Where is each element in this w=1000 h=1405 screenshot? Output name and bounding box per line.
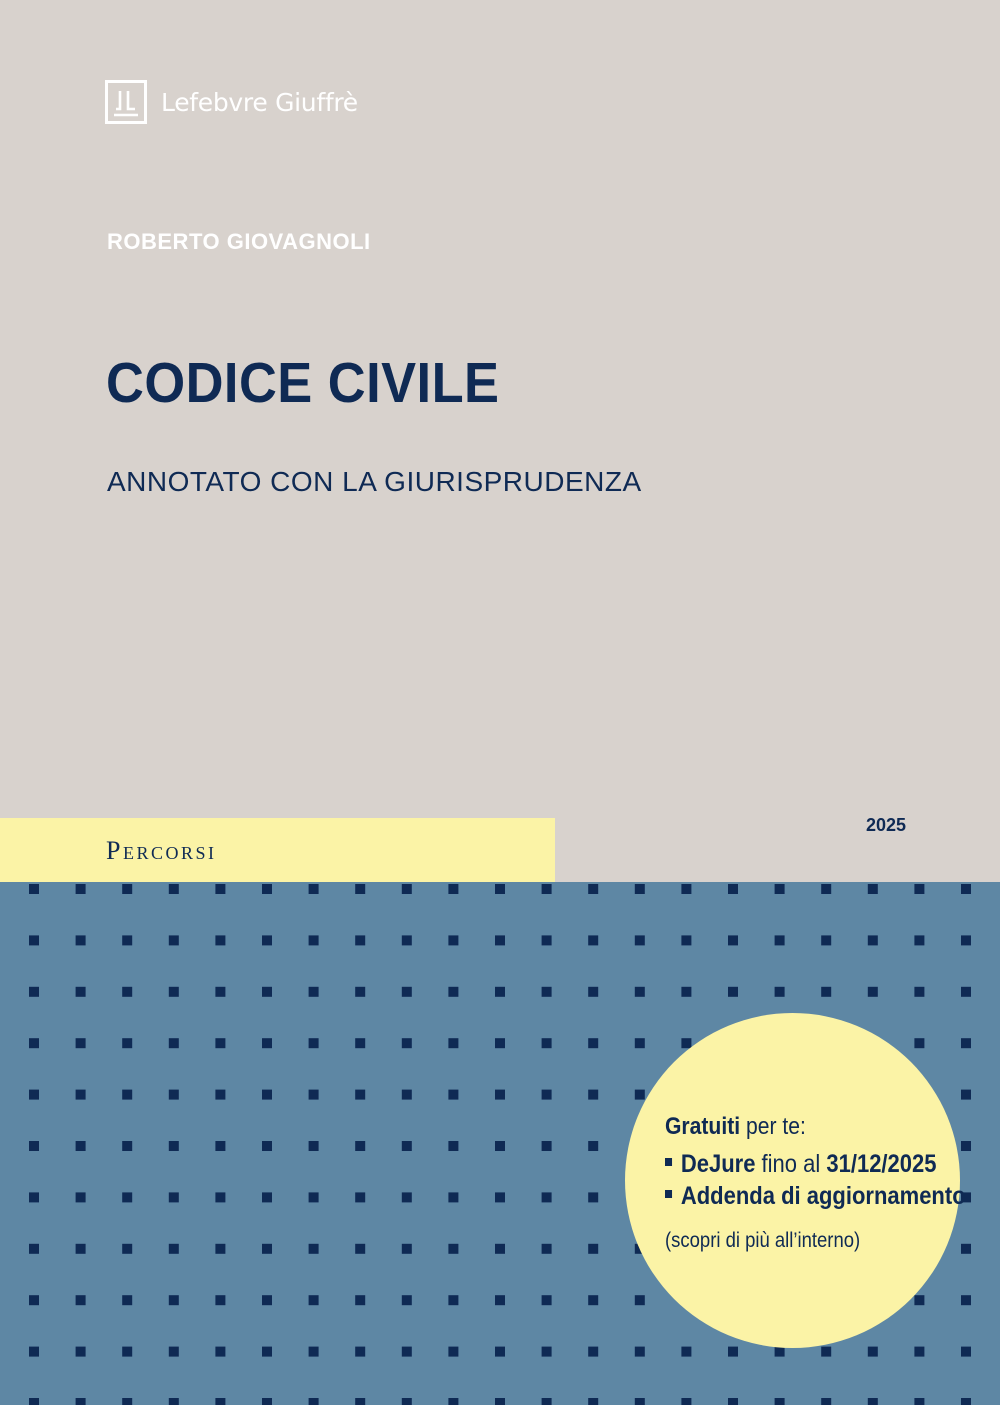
pattern-square (914, 1398, 924, 1405)
pattern-square (728, 884, 738, 894)
pattern-square (402, 1090, 412, 1100)
pattern-square (961, 987, 971, 997)
pattern-square (402, 1244, 412, 1254)
pattern-square (76, 1038, 86, 1048)
pattern-square (215, 1244, 225, 1254)
publisher-logo (105, 78, 358, 126)
pattern-square (821, 935, 831, 945)
book-title: CODICE CIVILE (106, 351, 500, 415)
pattern-square (542, 987, 552, 997)
pattern-square (775, 1398, 785, 1405)
pattern-square (169, 1090, 179, 1100)
pattern-square (681, 1347, 691, 1357)
series-label: Percorsi (106, 836, 217, 865)
pattern-square (542, 884, 552, 894)
pattern-square (29, 1090, 39, 1100)
pattern-square (821, 1398, 831, 1405)
pattern-square (262, 1347, 272, 1357)
pattern-square (448, 1141, 458, 1151)
pattern-square (169, 1244, 179, 1254)
pattern-square (448, 1090, 458, 1100)
pattern-square (635, 1038, 645, 1048)
pattern-square (215, 935, 225, 945)
pattern-square (122, 1038, 132, 1048)
pattern-square (495, 1244, 505, 1254)
pattern-square (542, 1192, 552, 1202)
pattern-square (169, 935, 179, 945)
pattern-square (122, 1295, 132, 1305)
pattern-square (309, 1244, 319, 1254)
pattern-square (309, 1141, 319, 1151)
pattern-square (169, 1192, 179, 1202)
pattern-square (728, 1347, 738, 1357)
pattern-square (29, 935, 39, 945)
pattern-square (868, 987, 878, 997)
pattern-square (169, 1347, 179, 1357)
pattern-square (76, 1398, 86, 1405)
pattern-square (821, 1347, 831, 1357)
promo-note: (scopri di più all’interno) (665, 1229, 861, 1252)
pattern-square (402, 935, 412, 945)
bullet-square-icon (665, 1158, 672, 1166)
pattern-square (495, 987, 505, 997)
pattern-square (495, 935, 505, 945)
pattern-square (355, 884, 365, 894)
pattern-square (635, 1398, 645, 1405)
promo-item-dejure-name: DeJure (680, 1150, 756, 1178)
pattern-square (914, 1295, 924, 1305)
pattern-square (588, 1347, 598, 1357)
pattern-square (542, 1347, 552, 1357)
pattern-square (29, 1347, 39, 1357)
promo-item-addenda-label: Addenda di aggiornamento (680, 1182, 966, 1210)
pattern-square (355, 1090, 365, 1100)
pattern-square (448, 1192, 458, 1202)
pattern-square (914, 1038, 924, 1048)
pattern-square (448, 1038, 458, 1048)
pattern-square (961, 1347, 971, 1357)
pattern-square (588, 1038, 598, 1048)
pattern-square (448, 1398, 458, 1405)
pattern-square (961, 884, 971, 894)
pattern-square (76, 1141, 86, 1151)
pattern-square (122, 1398, 132, 1405)
pattern-square (402, 1398, 412, 1405)
pattern-square (215, 1398, 225, 1405)
pattern-square (635, 1347, 645, 1357)
edition-year: 2025 (866, 815, 907, 835)
pattern-square (961, 935, 971, 945)
pattern-square (542, 1398, 552, 1405)
pattern-square (215, 1192, 225, 1202)
pattern-square (29, 1295, 39, 1305)
pattern-square (309, 1347, 319, 1357)
pattern-square (402, 1192, 412, 1202)
pattern-square (448, 1347, 458, 1357)
pattern-square (309, 987, 319, 997)
pattern-square (122, 1192, 132, 1202)
pattern-square (914, 935, 924, 945)
pattern-square (681, 987, 691, 997)
promo-item-dejure (665, 1148, 966, 1180)
pattern-square (542, 1141, 552, 1151)
pattern-square (262, 884, 272, 894)
pattern-square (262, 935, 272, 945)
pattern-square (29, 1398, 39, 1405)
promo-item-addenda (665, 1180, 966, 1212)
promo-heading-rest: per te: (740, 1113, 806, 1140)
pattern-square (169, 1295, 179, 1305)
pattern-square (355, 1347, 365, 1357)
pattern-square (635, 1295, 645, 1305)
pattern-square (728, 935, 738, 945)
pattern-square (215, 1038, 225, 1048)
pattern-square (215, 884, 225, 894)
pattern-square (122, 1347, 132, 1357)
pattern-square (681, 1398, 691, 1405)
pattern-square (262, 1295, 272, 1305)
pattern-square (588, 1244, 598, 1254)
pattern-square (542, 1244, 552, 1254)
pattern-square (868, 884, 878, 894)
pattern-square (495, 1090, 505, 1100)
pattern-square (262, 1244, 272, 1254)
pattern-square (262, 987, 272, 997)
pattern-square (262, 1090, 272, 1100)
pattern-square (635, 884, 645, 894)
pattern-square (588, 1192, 598, 1202)
pattern-square (29, 987, 39, 997)
pattern-square (588, 884, 598, 894)
pattern-square (215, 987, 225, 997)
pattern-square (309, 1295, 319, 1305)
pattern-square (402, 1141, 412, 1151)
pattern-square (914, 884, 924, 894)
pattern-square (775, 884, 785, 894)
pattern-square (122, 1141, 132, 1151)
pattern-square (215, 1141, 225, 1151)
pattern-square (728, 987, 738, 997)
pattern-square (542, 1038, 552, 1048)
pattern-square (495, 1347, 505, 1357)
pattern-square (914, 987, 924, 997)
pattern-square (355, 1295, 365, 1305)
pattern-square (588, 1398, 598, 1405)
pattern-square (76, 935, 86, 945)
pattern-square (215, 1347, 225, 1357)
pattern-square (635, 1090, 645, 1100)
pattern-square (495, 1192, 505, 1202)
pattern-square (76, 1244, 86, 1254)
promo-item-dejure-mid: fino al (755, 1150, 827, 1178)
pattern-square (775, 1347, 785, 1357)
pattern-square (355, 987, 365, 997)
pattern-square (961, 1090, 971, 1100)
pattern-square (775, 987, 785, 997)
pattern-square (309, 1192, 319, 1202)
pattern-square (309, 1090, 319, 1100)
pattern-square (588, 1141, 598, 1151)
pattern-square (262, 1192, 272, 1202)
pattern-square (122, 935, 132, 945)
pattern-square (448, 1244, 458, 1254)
pattern-square (588, 987, 598, 997)
pattern-square (169, 987, 179, 997)
pattern-square (29, 1192, 39, 1202)
pattern-square (635, 935, 645, 945)
publisher-monogram-icon (105, 80, 147, 124)
pattern-square (868, 1347, 878, 1357)
promo-item-dejure-date: 31/12/2025 (826, 1150, 937, 1178)
pattern-square (961, 1398, 971, 1405)
pattern-square (588, 1295, 598, 1305)
author-name: ROBERTO GIOVAGNOLI (107, 229, 371, 254)
promo-heading (665, 1110, 966, 1144)
pattern-square (542, 1090, 552, 1100)
pattern-square (775, 935, 785, 945)
pattern-square (76, 884, 86, 894)
pattern-square (262, 1398, 272, 1405)
pattern-square (169, 884, 179, 894)
pattern-square (868, 935, 878, 945)
pattern-square (495, 884, 505, 894)
pattern-square (122, 1244, 132, 1254)
pattern-square (681, 884, 691, 894)
pattern-square (76, 1295, 86, 1305)
pattern-square (29, 1244, 39, 1254)
pattern-square (728, 1398, 738, 1405)
pattern-square (821, 987, 831, 997)
pattern-square (402, 884, 412, 894)
series-band (0, 818, 555, 882)
publisher-name: Lefebvre Giuffrè (161, 87, 358, 117)
pattern-square (29, 1038, 39, 1048)
pattern-square (448, 1295, 458, 1305)
pattern-square (309, 935, 319, 945)
pattern-square (309, 1398, 319, 1405)
pattern-square (681, 935, 691, 945)
promo-content (665, 1110, 966, 1256)
pattern-square (355, 1141, 365, 1151)
promo-heading-bold: Gratuiti (665, 1113, 741, 1140)
pattern-square (588, 935, 598, 945)
pattern-square (355, 1038, 365, 1048)
pattern-square (495, 1398, 505, 1405)
pattern-square (215, 1090, 225, 1100)
pattern-square (542, 935, 552, 945)
pattern-square (635, 987, 645, 997)
pattern-square (961, 1295, 971, 1305)
pattern-square (495, 1141, 505, 1151)
pattern-square (402, 1295, 412, 1305)
pattern-square (169, 1038, 179, 1048)
pattern-square (402, 1347, 412, 1357)
pattern-square (588, 1090, 598, 1100)
pattern-square (355, 1398, 365, 1405)
pattern-square (76, 987, 86, 997)
pattern-square (355, 1192, 365, 1202)
pattern-square (355, 1244, 365, 1254)
pattern-square (309, 884, 319, 894)
pattern-square (76, 1090, 86, 1100)
pattern-square (402, 987, 412, 997)
pattern-square (961, 1038, 971, 1048)
pattern-square (402, 1038, 412, 1048)
pattern-square (122, 987, 132, 997)
pattern-square (309, 1038, 319, 1048)
pattern-square (29, 1141, 39, 1151)
pattern-square (262, 1141, 272, 1151)
pattern-square (76, 1192, 86, 1202)
pattern-square (122, 884, 132, 894)
pattern-square (448, 987, 458, 997)
pattern-square (448, 884, 458, 894)
pattern-square (914, 1347, 924, 1357)
pattern-square (169, 1398, 179, 1405)
book-subtitle: ANNOTATO CON LA GIURISPRUDENZA (107, 466, 642, 497)
pattern-square (868, 1398, 878, 1405)
pattern-square (821, 884, 831, 894)
bullet-square-icon (665, 1190, 672, 1198)
pattern-square (355, 935, 365, 945)
pattern-square (262, 1038, 272, 1048)
pattern-square (76, 1347, 86, 1357)
pattern-square (495, 1038, 505, 1048)
pattern-square (215, 1295, 225, 1305)
pattern-square (448, 935, 458, 945)
pattern-square (542, 1295, 552, 1305)
pattern-square (122, 1090, 132, 1100)
pattern-square (495, 1295, 505, 1305)
pattern-square (29, 884, 39, 894)
pattern-square (169, 1141, 179, 1151)
